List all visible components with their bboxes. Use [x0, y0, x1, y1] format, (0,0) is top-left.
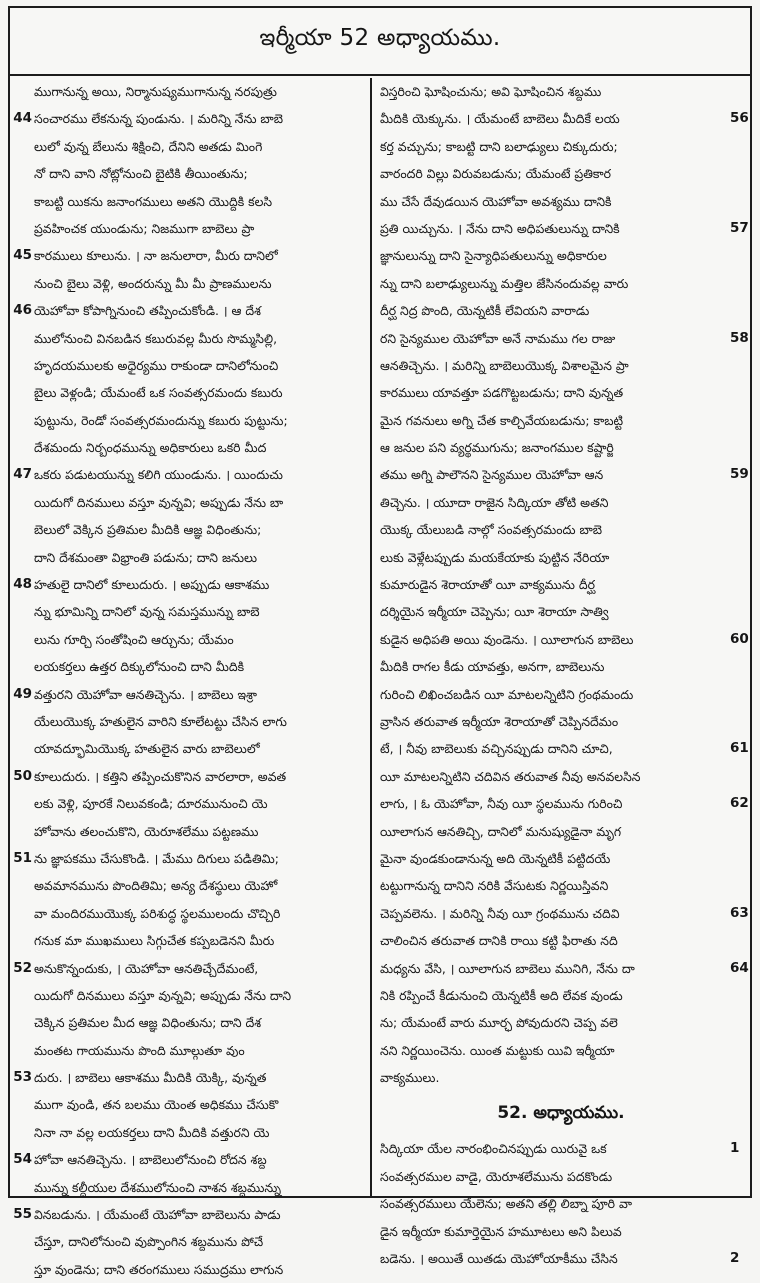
text-line	[10, 708, 370, 735]
line-text: ఒకరు పడుటయున్ను కలిగి యుండును. । యిందుచు	[34, 467, 283, 483]
verse-number: 49	[13, 685, 32, 702]
right-column	[372, 78, 750, 1267]
left-column	[10, 78, 370, 1277]
text-line	[10, 242, 370, 269]
verse-number	[730, 160, 750, 187]
text-line	[372, 297, 750, 324]
verse-number	[10, 1037, 32, 1064]
text-line	[10, 571, 370, 598]
verse-number: 60	[730, 630, 749, 647]
line-text: హోవాను తలంచుకొని, యెరూశలేము పట్టణము	[34, 823, 259, 839]
verse-number: 1	[730, 1140, 740, 1157]
text-line	[10, 434, 370, 461]
text-line	[372, 105, 750, 132]
line-text: దాని దేశమంతా విభ్రాంతి పడును; దాని జనులు	[34, 549, 258, 565]
text-line	[372, 160, 750, 187]
verse-number	[730, 872, 750, 899]
verse-number	[10, 270, 32, 297]
line-text: కుడైన అధిపతి అయి వుండెను. । యీలాగున బాబెలు	[380, 631, 634, 647]
text-line	[372, 653, 750, 680]
verse-number	[730, 1218, 750, 1245]
verse-number: 51	[13, 849, 32, 866]
line-text: సంచారము లేకనున్న పుండును. । మరిన్ని నేను బాబె	[34, 111, 284, 127]
line-text: ఆనతిచ్చెను. । మరిన్ని బాబెలుయొక్క విశాలమైన ప్రా	[380, 357, 629, 373]
verse-number	[10, 516, 32, 543]
text-line	[372, 489, 750, 516]
line-text: దర్శియైన ఇర్మీయా చెప్పెను; యీ శెరాయా సాత్వి	[380, 604, 609, 620]
verse-number: 56	[730, 110, 749, 127]
verse-number	[730, 681, 750, 708]
line-text: ప్రతి యిచ్చును. । నేను దాని అధిపతులున్ను దానికి	[380, 220, 620, 236]
text-line	[10, 270, 370, 297]
line-text: గురించి లిఖించబడిన యీ మాటలన్నిటిని గ్రంథమందు	[380, 686, 634, 702]
line-text: విస్తరించి ఘోషించును; అవి ఘోషించిన శబ్దము	[380, 84, 602, 99]
text-line	[372, 872, 750, 899]
text-line	[372, 407, 750, 434]
text-line	[372, 461, 750, 488]
line-text: అనుకొన్నందుకు, । యెహోవా ఆనతిచ్చేదేమంటే,	[34, 960, 259, 976]
text-line	[10, 297, 370, 324]
text-line	[10, 188, 370, 215]
verse-number	[730, 352, 750, 379]
line-text: వా మందిరముయొక్క పరిశుద్ధ స్థలములందు చొచ్చిరి	[34, 905, 281, 921]
text-line	[372, 955, 750, 982]
text-line	[10, 325, 370, 352]
text-line	[10, 982, 370, 1009]
text-line	[10, 1256, 370, 1283]
line-text: టట్టుగానున్న దానిని నరికి వేసుటకు నిర్ణయిస్తివని	[380, 878, 609, 894]
verse-number: 46	[13, 302, 32, 319]
verse-number	[730, 982, 750, 1009]
line-text: ముగా వుండి, తన బలము యెంత అధికము చేసుకొ	[34, 1097, 279, 1113]
verse-number	[10, 735, 32, 762]
verse-number	[10, 352, 32, 379]
verse-number: 61	[730, 740, 749, 757]
line-text: ప్రవహించక యుండును; నిజముగా బాబెలు ప్రా	[34, 220, 255, 236]
verse-number	[730, 270, 750, 297]
text-line	[10, 78, 370, 105]
line-text: జ్ఞానులున్ను దాని సైన్యాధిపతులున్ను అధికారుల	[380, 248, 607, 264]
text-line	[372, 708, 750, 735]
text-line	[372, 1163, 750, 1190]
verse-number: 48	[13, 576, 32, 593]
line-text: సంవత్సరములు యేలెను; అతని తల్లి లిబ్నా పూరి వా	[380, 1196, 632, 1212]
line-text: నని నిర్ణయించెను. యింత మట్టుకు యివి ఇర్మీయా	[380, 1042, 615, 1058]
line-text: సంవత్సరముల వాడై, యెరూశలేమును పదకొండు	[380, 1168, 613, 1184]
text-line	[10, 1064, 370, 1091]
line-text: యేలుయొక్క హతులైన వారిని కూలేటట్టు చేసిన లాగు	[34, 713, 287, 729]
verse-number	[10, 1009, 32, 1036]
text-line	[372, 927, 750, 954]
line-text: లకు వెళ్లి, పూరకే నిలువకండి; దూరమునుంచి యె	[34, 796, 268, 812]
verse-number	[10, 1174, 32, 1201]
text-line	[372, 516, 750, 543]
text-line	[10, 461, 370, 488]
verse-number	[10, 708, 32, 735]
line-text: బెలులో వెక్కిన ప్రతిమల మీదికి ఆజ్ఞ విధింతును;	[34, 522, 262, 538]
text-line	[372, 818, 750, 845]
line-text: తిచ్చెను. । యూదా రాజైన సిద్కియా తోటి అతని	[380, 494, 609, 510]
text-line	[10, 516, 370, 543]
text-line	[372, 681, 750, 708]
verse-number	[10, 544, 32, 571]
verse-number: 57	[730, 219, 749, 236]
line-text: నికి రప్పించే కీడునుంచి యెన్నటికీ అది లేవక వుండు	[380, 987, 623, 1003]
line-text: కారములు కూలును. । నా జనులారా, మీరు దానిలో	[34, 248, 278, 264]
text-line	[10, 133, 370, 160]
verse-number	[730, 818, 750, 845]
text-line	[372, 790, 750, 817]
line-text: దేశమందు నిర్బంధమున్ను అధికారులు ఒకరి మీద	[34, 440, 267, 456]
text-line	[372, 1218, 750, 1245]
verse-number	[10, 818, 32, 845]
verse-number	[10, 160, 32, 187]
verse-number	[10, 78, 32, 105]
line-text: టే, । నీవు బాబెలుకు వచ్చినప్పుడు దానిని చూచి,	[380, 741, 613, 757]
line-text: కారములు యావత్తూ పడగొట్టబడును; దాని వున్నత	[380, 385, 624, 401]
text-line	[10, 407, 370, 434]
line-text: నో దాని వాని నోట్లోనుంచి బైటికి తీయింతును;	[34, 166, 248, 182]
text-line	[10, 735, 370, 762]
verse-number	[10, 927, 32, 954]
line-text: ములోనుంచి వినబడిన కబురువల్ల మీరు సొమ్మసిల్లి,	[34, 330, 278, 346]
book-page	[8, 6, 752, 1277]
text-line	[372, 982, 750, 1009]
verse-number	[10, 1091, 32, 1118]
verse-number	[10, 407, 32, 434]
text-line	[10, 1174, 370, 1201]
line-text: అవమానమును పొందితిమి; అన్య దేశస్థులు యెహో	[34, 878, 278, 894]
text-line	[10, 215, 370, 242]
text-line	[10, 544, 370, 571]
verse-number: 47	[13, 466, 32, 483]
line-text: రని సైన్యముల యెహోవా అనే నామము గల రాజు	[380, 330, 616, 346]
line-text: మీదికి రాగల కీడు యావత్తు, అనగా, బాబెలును	[380, 659, 605, 675]
line-text: కర్త వచ్చును; కాబట్టి దాని బలాఢ్యులు చిక్కుదురు;	[380, 138, 618, 154]
line-text: యీలాగున ఆనతిచ్చి, దానిలో మనుష్యుడైనా మృగ	[380, 823, 622, 839]
line-text: యెహోవా కోపాగ్నినుంచి తప్పించుకోండి. । ఆ దేశ	[34, 303, 261, 319]
verse-number	[10, 215, 32, 242]
verse-number	[730, 489, 750, 516]
line-text: మధ్యను వేసి, । యీలాగున బాబెలు మునిగి, నేను దా	[380, 960, 635, 976]
text-line	[372, 1190, 750, 1217]
verse-number: 63	[730, 904, 749, 921]
text-line	[372, 270, 750, 297]
verse-number: 45	[13, 247, 32, 264]
text-line	[372, 1135, 750, 1162]
text-line	[10, 955, 370, 982]
verse-number	[730, 927, 750, 954]
verse-number: 55	[13, 1206, 32, 1223]
verse-number	[730, 1037, 750, 1064]
text-line	[372, 735, 750, 762]
line-text: ఆ జనుల పని వ్యర్థముగును; జనాంగముల కష్టార్జి	[380, 440, 614, 456]
page-header	[10, 8, 750, 76]
verse-number	[730, 1009, 750, 1036]
line-text: కుమారుడైన శెరాయాతో యీ వాక్యమును దీర్ఘ	[380, 577, 595, 593]
verse-number	[10, 982, 32, 1009]
line-text: ముగానున్న అయి, నిర్మానుష్యముగానున్న నరపుత్రు	[34, 84, 277, 99]
text-line	[372, 352, 750, 379]
text-line	[10, 1119, 370, 1146]
verse-number	[730, 297, 750, 324]
verse-number	[10, 872, 32, 899]
text-line	[10, 489, 370, 516]
verse-number	[730, 1190, 750, 1217]
text-line	[10, 1146, 370, 1173]
text-line	[10, 1201, 370, 1228]
verse-number	[10, 325, 32, 352]
verse-number: 54	[13, 1151, 32, 1168]
text-line	[10, 352, 370, 379]
chapter-heading: 52. అధ్యాయము.	[497, 1103, 625, 1124]
verse-number	[10, 900, 32, 927]
verse-number	[10, 653, 32, 680]
text-line	[372, 78, 750, 105]
text-line	[10, 681, 370, 708]
verse-number	[730, 1163, 750, 1190]
verse-number	[730, 708, 750, 735]
text-line	[10, 626, 370, 653]
text-line	[372, 1064, 750, 1091]
line-text: హతులై దానిలో కూలుదురు. । అప్పుడు ఆకాశము	[34, 577, 270, 593]
verse-number	[10, 489, 32, 516]
verse-number	[10, 598, 32, 625]
line-text: చాలించిన తరువాత దానికి రాయి కట్టి ఫిరాతు నది	[380, 933, 618, 949]
line-text: సిద్కియా యేల నారంభించినప్పుడు యిరువై ఒక	[380, 1141, 607, 1157]
text-line	[372, 571, 750, 598]
line-text: తము అగ్ని పాలౌనని సైన్యముల యెహోవా ఆన	[380, 467, 604, 483]
line-text: యావద్భూమియొక్క హతులైన వారు బాబెలులో	[34, 741, 260, 757]
verse-number	[10, 133, 32, 160]
text-line	[372, 133, 750, 160]
line-text: మైన గవనులు అగ్ని చేత కాల్చివేయబడును; కాబట్టి	[380, 412, 624, 428]
verse-number	[10, 188, 32, 215]
verse-number	[730, 78, 750, 105]
verse-number: 62	[730, 795, 749, 812]
verse-number	[730, 379, 750, 406]
text-line	[372, 1037, 750, 1064]
line-text: న్ను దాని బలాఢ్యులున్ను మత్తిల జేసినందువల్ల వారు	[380, 275, 629, 291]
line-text: న్ను భూమిన్ని దానిలో వున్న సమస్తమున్ను బాబె	[34, 604, 260, 620]
line-text: హోవా ఆనతిచ్చెను. । బాబెలులోనుంచి రోదన శబ్ద	[34, 1152, 267, 1168]
line-text: మంతట గాయమును పొంది మూల్గుతూ వుం	[34, 1042, 245, 1058]
line-text: కూలుదురు. । కత్తిని తప్పించుకొనిన వారలారా, అవత	[34, 768, 287, 784]
verse-number	[10, 626, 32, 653]
line-text: చెక్కిన ప్రతిమల మీద ఆజ్ఞ విధింతును; దాని దేశ	[34, 1015, 262, 1031]
line-text: మున్ను కల్దీయుల దేశములోనుంచి నాశన శబ్దమున్ను	[34, 1179, 282, 1195]
line-text: చెప్పవలెను. । మరిన్ని నీవు యీ గ్రంథమును చదివి	[380, 905, 620, 921]
text-line	[372, 379, 750, 406]
verse-number	[10, 379, 32, 406]
text-line	[372, 325, 750, 352]
verse-number	[730, 653, 750, 680]
verse-number: 58	[730, 329, 749, 346]
verse-number: 44	[13, 110, 32, 127]
verse-number	[730, 598, 750, 625]
line-text: ము చేసే దేవుడయిన యెహోవా అవశ్యము దానికి	[380, 193, 612, 209]
line-text: చేస్తూ, దానిలోనుంచి వుప్పొంగిన శబ్దమును పోచే	[34, 1234, 264, 1250]
line-text: వత్తురని యెహోవా ఆనతిచ్చెను. । బాబెలు ఇశ్రా	[34, 686, 257, 702]
verse-number	[10, 1119, 32, 1146]
verse-number	[730, 242, 750, 269]
text-line	[10, 790, 370, 817]
line-text: బైలు వెళ్లండి; యేమంటే ఒక సంవత్సరమందు కబురు	[34, 385, 283, 401]
line-text: లును గూర్చి సంతోషించి ఆర్చును; యేమం	[34, 631, 234, 647]
line-text: మీదికి యెక్కును. । యేమంటే బాబెలు మీదికే లయ	[380, 111, 620, 127]
verse-number	[730, 571, 750, 598]
verse-number: 59	[730, 466, 749, 483]
text-line	[10, 900, 370, 927]
text-line	[10, 1091, 370, 1118]
line-text: బడెను. । అయితే యితడు యెహోయాకీము చేసిన	[380, 1251, 618, 1267]
text-line	[10, 845, 370, 872]
line-text: హృదయములకు అధైర్యము రాకుండా దానిలోనుంచి	[34, 357, 279, 373]
verse-number	[730, 407, 750, 434]
line-text: వ్రాసిన తరువాత ఇర్మీయా శెరాయాతో చెప్పినదేమం	[380, 713, 619, 729]
text-line	[10, 1037, 370, 1064]
verse-number	[10, 790, 32, 817]
verse-number	[730, 1064, 750, 1091]
text-line	[372, 626, 750, 653]
verse-number	[10, 1228, 32, 1255]
text-line	[10, 1009, 370, 1036]
verse-number: 64	[730, 959, 749, 976]
verse-number: 52	[13, 959, 32, 976]
line-text: ను; యేమంటే వారు మూర్ఛ పోవుదురని చెప్ప వలె	[380, 1015, 618, 1031]
line-text: పుట్టును, రెండో సంవత్సరమందున్ను కబురు పుట్టును;	[34, 412, 288, 428]
text-line	[372, 1245, 750, 1272]
verse-number	[730, 434, 750, 461]
page-title: ఇర్మీయా 52 అధ్యాయము.	[259, 25, 501, 51]
line-text: దీర్ఘ నిద్ర పొంది, యెన్నటికీ లేవియని వారాడు	[380, 303, 590, 319]
verse-number: 50	[13, 767, 32, 784]
text-line	[10, 818, 370, 845]
verse-number	[730, 845, 750, 872]
line-text: లాగు, । ఓ యెహోవా, నీవు యీ స్థలమును గురించి	[380, 796, 623, 812]
line-text: మైనా వుండకుండానున్న అది యెన్నటికీ పట్టిదయే	[380, 850, 611, 866]
text-line	[10, 927, 370, 954]
verse-number	[10, 1256, 32, 1283]
verse-number	[730, 133, 750, 160]
text-line	[372, 1009, 750, 1036]
text-line	[372, 544, 750, 571]
text-line	[372, 845, 750, 872]
line-text: నినా నా వల్ల లయకర్తలు దాని మీదికి వత్తురని యె	[34, 1124, 270, 1140]
verse-number: 2	[730, 1250, 740, 1267]
verse-number	[730, 544, 750, 571]
line-text: యొక్క యేలుబడి నాల్గో సంవత్సరమందు బాబె	[380, 522, 603, 538]
text-line	[10, 872, 370, 899]
line-text: వారందరి విల్లు విరువబడును; యేమంటే ప్రతికార	[380, 166, 611, 182]
line-text: నుంచి బైలు వెళ్లి, అందరున్ను మీ మీ ప్రాణములను	[34, 275, 272, 291]
text-line	[372, 763, 750, 790]
line-text: డైన ఇర్మీయా కుమార్తెయైన హమూటలు అని పిలువ	[380, 1223, 622, 1239]
line-text: ను జ్ఞాపకము చేసుకొండి. । మేము దిగులు పడితిమి;	[34, 850, 279, 866]
text-line	[372, 188, 750, 215]
text-line	[10, 160, 370, 187]
line-text: వాక్యములు.	[380, 1070, 440, 1086]
line-text: యీ మాటలన్నిటిని చదివిన తరువాత నీవు అనవలసిన	[380, 768, 641, 784]
text-line	[372, 242, 750, 269]
verse-number	[10, 434, 32, 461]
line-text: వినబడును. । యేమంటే యెహోవా బాబెలును పాడు	[34, 1207, 281, 1223]
line-text: స్తూ వుండెను; దాని తరంగములు సముద్రము లాగున	[34, 1261, 284, 1277]
verse-number	[730, 188, 750, 215]
text-line	[372, 434, 750, 461]
text-line	[10, 105, 370, 132]
verse-number	[730, 516, 750, 543]
line-text: లుకు వెళ్లేటప్పుడు మయకేయాకు పుట్టిన నేరియా	[380, 549, 610, 565]
line-text: లులో వున్న బేలును శిక్షించి, దేనిని అతడు మింగె	[34, 138, 263, 154]
line-text: లయకర్తలు ఉత్తర దిక్కులోనుంచి దాని మీదికి	[34, 659, 245, 675]
text-line	[372, 900, 750, 927]
line-text: కాబట్టి యికను జనాంగములు అతని యొద్దికి కలసి	[34, 193, 273, 209]
text-line	[10, 1228, 370, 1255]
text-line	[10, 653, 370, 680]
text-line	[372, 598, 750, 625]
text-line	[10, 379, 370, 406]
line-text: యిదుగో దినములు వస్తూ వున్నవి; అప్పుడు నేను దాని	[34, 987, 292, 1003]
verse-number	[730, 763, 750, 790]
text-line	[372, 215, 750, 242]
line-text: గనుక మా ముఖములు సిగ్గుచేత కప్పబడెనని మీరు	[34, 933, 275, 949]
line-text: యిదుగో దినములు వస్తూ వున్నవి; అప్పుడు నేను బా	[34, 494, 284, 510]
text-line	[10, 598, 370, 625]
text-line	[10, 763, 370, 790]
verse-number: 53	[13, 1069, 32, 1086]
line-text: దురు. । బాబెలు ఆకాశము మీదికి యెక్కి, వున్నత	[34, 1070, 267, 1086]
